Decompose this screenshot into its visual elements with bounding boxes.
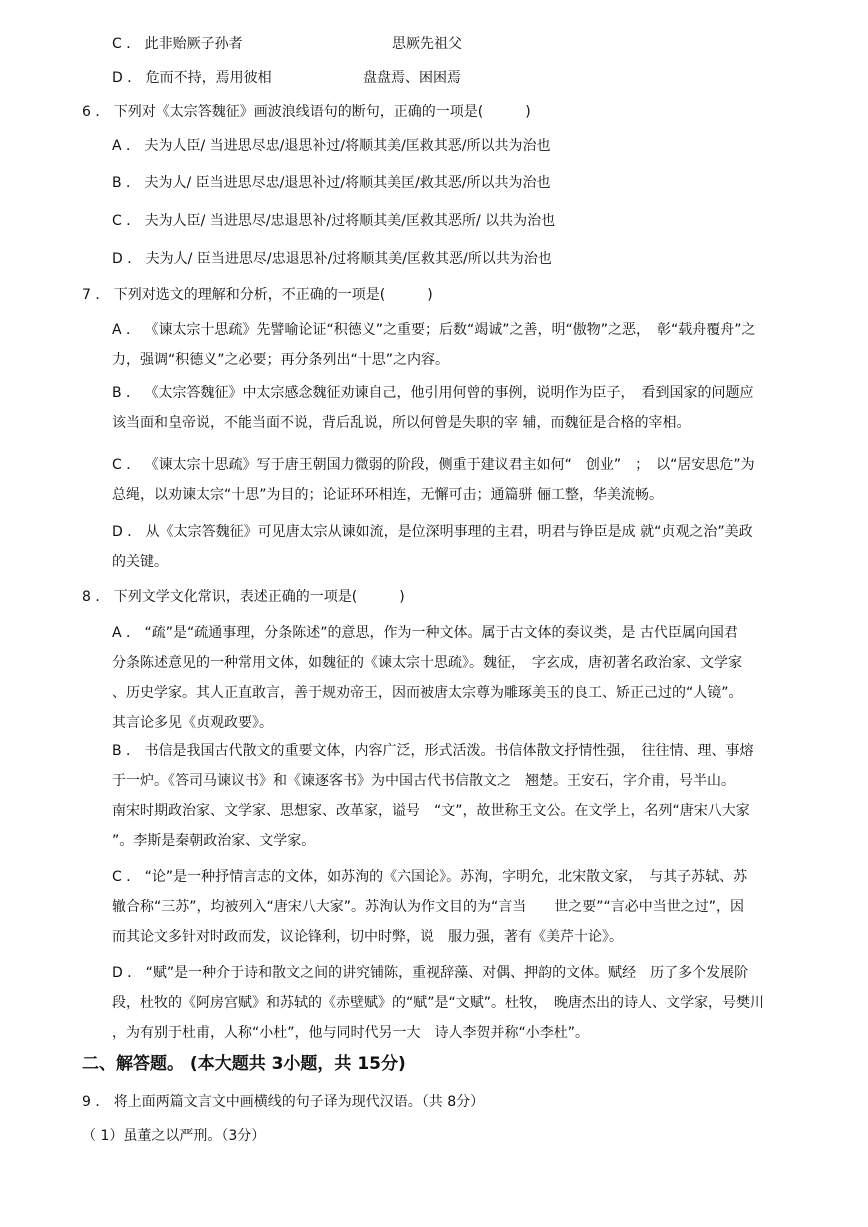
q7-option-d-line2: 的关键。 — [112, 554, 168, 570]
q9-stem: 9 ． 将上面两篇文言文中画横线的句子译为现代汉语。（共 8分） — [82, 1094, 485, 1110]
q5-option-c: C ． 此非贻厥子孙者 — [112, 36, 243, 52]
q8-option-b-line1: B ． 书信是我国古代散文的重要文体，内容广泛，形式活泼。书信体散文抒情性强， 往往情、理、事熔 — [112, 743, 754, 759]
q7-option-b — [112, 378, 792, 438]
q9-subquestion-1: （ 1）虽董之以严刑。（3分） — [82, 1128, 266, 1144]
q7-option-c — [112, 450, 792, 510]
q8-option-a-line4: 其言论多见《贞观政要》。 — [112, 715, 273, 731]
q8-option-d — [112, 958, 792, 1048]
q8-option-a — [112, 618, 792, 738]
q7-option-a — [112, 315, 792, 375]
q7-option-a-line1: A ． 《谏太宗十思疏》先譬喻论证“积德义”之重要；后数“竭诚”之善，明“傲物”之恶， 彰“载舟覆舟”之 — [112, 322, 756, 338]
q8-option-d-line2: 段，杜牧的《阿房宫赋》和苏轼的《赤壁赋》的“赋”是“文赋”。杜牧， 晚唐杰出的诗人、文学家，号樊川 — [112, 995, 765, 1011]
q7-option-b-line2: 该当面和皇帝说，不能当面不说，背后乱说，所以何曾是失职的宰 辅，而魏征是合格的宰相。 — [112, 415, 691, 431]
q7-stem: 7 ． 下列对选文的理解和分析，不正确的一项是( ) — [82, 287, 433, 303]
q8-option-c — [112, 862, 792, 952]
q7-option-c-line1: C ． 《谏太宗十思疏》写于唐王朝国力微弱的阶段，侧重于建议君主如何“ 创业” ； 以“居安思危”为 — [112, 457, 755, 473]
q7-option-d-line1: D ． 从《太宗答魏征》可见唐太宗从谏如流，是位深明事理的主君，明君与铮臣是成 就“贞观之治”美政 — [112, 524, 753, 540]
q8-option-b-line3: 南宋时期政治家、文学家、思想家、改革家，谥号 “文”，故世称王文公。在文学上，名列“唐宋八大家 — [112, 803, 750, 819]
q7-option-b-line1: B ． 《太宗答魏征》中太宗感念魏征劝谏自己，他引用何曾的事例，说明作为臣子， 看到国家的问题应 — [112, 385, 754, 401]
q8-option-d-line1: D ． “赋”是一种介于诗和散文之间的讲究铺陈，重视辞藻、对偶、押韵的文体。赋经 历了多个发展阶 — [112, 965, 749, 981]
q5-option-d-right: 盘盘焉、困困焉 — [363, 70, 461, 86]
q8-option-a-line1: A ． “疏”是“疏通事理，分条陈述”的意思，作为一种文体。属于古文体的奏议类，是 古代臣属向国君 — [112, 625, 738, 641]
q6-option-a: A ． 夫为人臣/ 当进思尽忠/退思补过/将顺其美/匡救其恶/所以共为治也 — [112, 138, 551, 154]
q6-option-d: D ． 夫为人/ 臣当进思尽/忠退思补/过将顺其美/匡救其恶/所以共为治也 — [112, 251, 552, 267]
q8-option-b-line2: 于一炉。《答司马谏议书》和《谏逐客书》为中国古代书信散文之 翘楚。王安石，字介甫，号半山。 — [112, 773, 735, 789]
q8-stem: 8 ． 下列文学文化常识，表述正确的一项是( ) — [82, 589, 405, 605]
q6-option-c: C ． 夫为人臣/ 当进思尽/忠退思补/过将顺其美/匡救其恶所/ 以共为治也 — [112, 213, 556, 229]
q8-option-d-line3: ，为有别于杜甫，人称“小杜”，他与同时代另一大 诗人李贺并称“小李杜”。 — [112, 1025, 590, 1041]
q5-option-d: D ． 危而不持，焉用彼相 — [112, 70, 272, 86]
q8-option-c-line1: C ． “论”是一种抒情言志的文体，如苏洵的《六国论》。苏洵，字明允，北宋散文家， 与其子苏轼、苏 — [112, 869, 748, 885]
q7-option-d — [112, 517, 792, 577]
q8-option-b — [112, 736, 792, 856]
q7-option-c-line2: 总绳，以劝谏太宗“十思”为目的；论证环环相连，无懈可击；通篇骈 俪工整，华美流畅。 — [112, 487, 663, 503]
q6-option-b: B ． 夫为人/ 臣当进思尽忠/退思补过/将顺其美匡/救其恶/所以共为治也 — [112, 175, 551, 191]
section-2-heading: 二、解答题。 (本大题共 3小题，共 15分) — [82, 1054, 406, 1074]
q8-option-a-line3: 、历史学家。其人正直敢言，善于规劝帝王，因而被唐太宗尊为雕琢美玉的良工、矫正己过的“人镜”。 — [112, 685, 743, 701]
q6-stem: 6 ． 下列对《太宗答魏征》画波浪线语句的断句，正确的一项是( ) — [82, 104, 531, 120]
q7-option-a-line2: 力，强调“积德义”之必要；再分条列出“十思”之内容。 — [112, 352, 450, 368]
q8-option-a-line2: 分条陈述意见的一种常用文体，如魏征的《谏太宗十思疏》。魏征， 字玄成，唐初著名政治家、文学家 — [112, 655, 742, 671]
q5-option-c-right: 思厥先祖父 — [392, 36, 462, 52]
q8-option-c-line2: 辙合称“三苏”，均被列入“唐宋八大家”。苏洵认为作文目的为“言当 世之要”“言必中当世之过”，因 — [112, 899, 745, 915]
q8-option-c-line3: 而其论文多针对时政而发，议论锋利，切中时弊，说 服力强，著有《美芹十论》。 — [112, 929, 623, 945]
q8-option-b-line4: ”。李斯是秦朝政治家、文学家。 — [112, 833, 316, 849]
